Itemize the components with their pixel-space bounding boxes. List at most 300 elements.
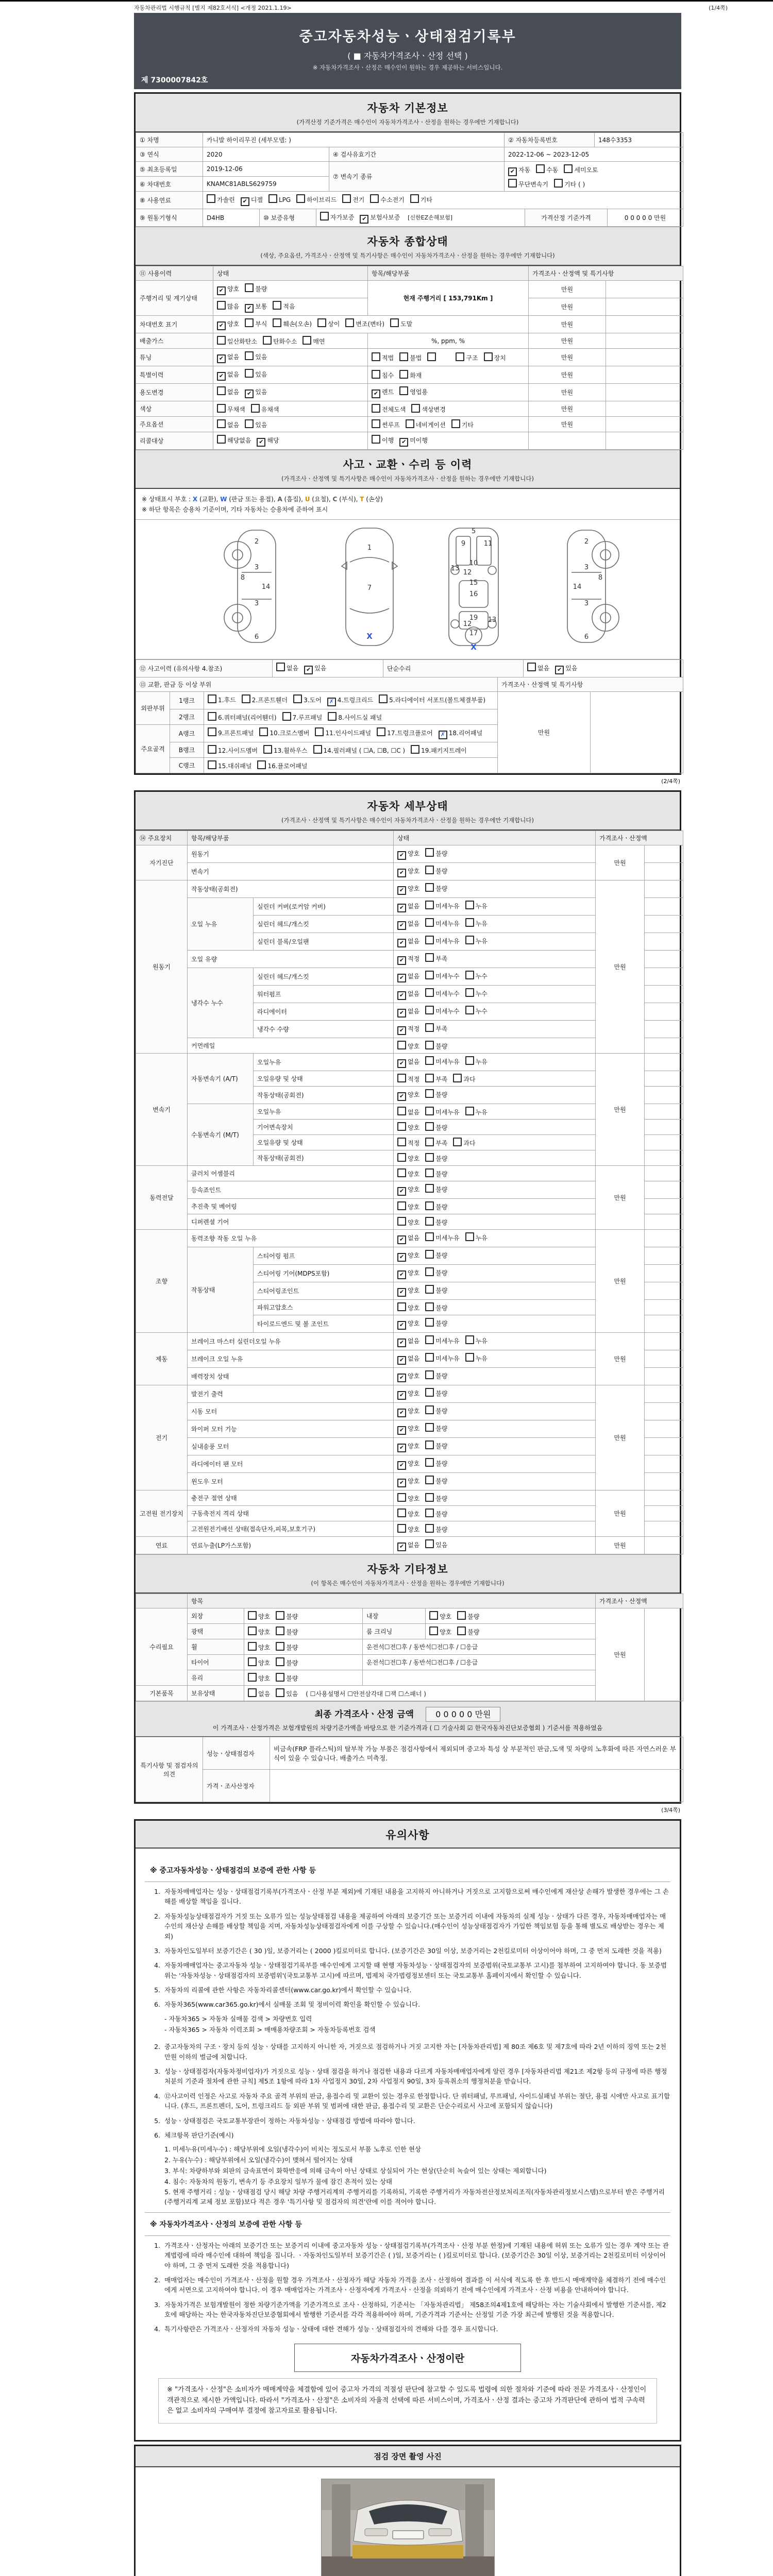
checkbox-option[interactable]: [397, 1406, 419, 1417]
checkbox-option[interactable]: [465, 936, 488, 945]
empty-checkbox[interactable]: [465, 1232, 474, 1241]
checked-checkbox[interactable]: ✔: [397, 1288, 406, 1297]
checkbox-option[interactable]: [425, 1302, 447, 1312]
checkbox-option[interactable]: [207, 194, 235, 204]
empty-checkbox[interactable]: [465, 988, 474, 997]
checkbox-option[interactable]: [242, 694, 288, 704]
empty-checkbox[interactable]: [425, 1388, 434, 1397]
empty-checkbox[interactable]: [425, 1423, 434, 1432]
checkbox-option[interactable]: [276, 1611, 298, 1621]
checkbox-option[interactable]: [425, 1370, 447, 1380]
empty-checkbox[interactable]: [320, 212, 329, 221]
empty-checkbox[interactable]: [465, 971, 474, 979]
checked-checkbox[interactable]: ✔: [397, 1409, 406, 1417]
checkbox-option[interactable]: [457, 1611, 479, 1621]
empty-checkbox[interactable]: [248, 1642, 257, 1651]
checkbox-option[interactable]: [397, 1090, 419, 1101]
checkbox-option[interactable]: [397, 1477, 419, 1487]
empty-checkbox[interactable]: [399, 370, 408, 379]
checkbox-option[interactable]: [508, 165, 530, 176]
checkbox-option[interactable]: [379, 694, 485, 704]
checkbox-option[interactable]: [555, 664, 577, 674]
empty-checkbox[interactable]: [397, 1153, 406, 1162]
empty-checkbox[interactable]: [245, 318, 254, 327]
checkbox-option[interactable]: [372, 419, 400, 429]
checkbox-option[interactable]: [397, 1024, 419, 1035]
checkbox-option[interactable]: [554, 179, 585, 189]
checked-checkbox[interactable]: ✔: [372, 389, 380, 398]
checked-checkbox[interactable]: ✔: [217, 286, 226, 295]
checked-checkbox[interactable]: ✔: [397, 1356, 406, 1365]
empty-checkbox[interactable]: [425, 1285, 434, 1294]
checked-checkbox[interactable]: ✔: [245, 304, 254, 313]
checked-checkbox[interactable]: ✔: [397, 1235, 406, 1244]
checkbox-option[interactable]: [508, 179, 548, 189]
checkbox-option[interactable]: [399, 386, 428, 396]
checkbox-option[interactable]: [377, 727, 433, 737]
checkbox-option[interactable]: [397, 1251, 419, 1262]
empty-checkbox[interactable]: [276, 1673, 284, 1682]
checkbox-option[interactable]: [425, 1056, 459, 1066]
empty-checkbox[interactable]: [397, 1524, 406, 1533]
checkbox-option[interactable]: [397, 1185, 419, 1196]
checked-checkbox[interactable]: ✔: [397, 921, 406, 930]
checkbox-option[interactable]: [248, 1626, 270, 1636]
checkbox-option[interactable]: [465, 1006, 488, 1015]
empty-checkbox[interactable]: [259, 727, 268, 736]
empty-checkbox[interactable]: [397, 1217, 406, 1226]
checkbox-option[interactable]: [397, 1459, 419, 1470]
empty-checkbox[interactable]: [425, 1201, 434, 1210]
empty-checkbox[interactable]: [425, 1353, 434, 1362]
empty-checkbox[interactable]: [425, 1107, 434, 1115]
x-marked-checkbox[interactable]: ✗: [439, 731, 447, 739]
empty-checkbox[interactable]: [465, 901, 474, 909]
empty-checkbox[interactable]: [427, 352, 436, 361]
checkbox-option[interactable]: [397, 919, 419, 930]
empty-checkbox[interactable]: [397, 1107, 406, 1115]
empty-checkbox[interactable]: [342, 194, 351, 203]
empty-checkbox[interactable]: [425, 1168, 434, 1177]
checkbox-option[interactable]: [425, 988, 459, 998]
empty-checkbox[interactable]: [465, 918, 474, 927]
checkbox-option[interactable]: [429, 1626, 451, 1636]
checked-checkbox[interactable]: ✔: [397, 1270, 406, 1279]
checkbox-option[interactable]: [245, 283, 267, 293]
checkbox-option[interactable]: [425, 1285, 447, 1295]
checkbox-option[interactable]: [268, 194, 291, 204]
empty-checkbox[interactable]: [425, 1267, 434, 1276]
checkbox-option[interactable]: [370, 194, 404, 204]
empty-checkbox[interactable]: [257, 760, 266, 769]
empty-checkbox[interactable]: [397, 1074, 406, 1082]
checkbox-option[interactable]: [245, 302, 267, 313]
checkbox-option[interactable]: [465, 1335, 488, 1345]
checked-checkbox[interactable]: ✔: [397, 1338, 406, 1347]
empty-checkbox[interactable]: [410, 194, 419, 203]
checkbox-option[interactable]: [317, 318, 340, 328]
empty-checkbox[interactable]: [425, 866, 434, 874]
checkbox-option[interactable]: [251, 404, 279, 414]
checkbox-option[interactable]: [296, 194, 337, 204]
checked-checkbox[interactable]: ✔: [257, 438, 265, 447]
checkbox-option[interactable]: [217, 336, 257, 346]
checkbox-option[interactable]: [425, 1107, 459, 1116]
empty-checkbox[interactable]: [328, 712, 337, 721]
empty-checkbox[interactable]: [208, 745, 216, 754]
checked-checkbox[interactable]: ✔: [217, 372, 226, 381]
empty-checkbox[interactable]: [273, 301, 281, 310]
checkbox-option[interactable]: [425, 1423, 447, 1433]
checkbox-option[interactable]: [456, 352, 478, 362]
checkbox-option[interactable]: [425, 1089, 447, 1099]
checkbox-option[interactable]: [564, 164, 598, 174]
empty-checkbox[interactable]: [484, 352, 493, 361]
empty-checkbox[interactable]: [372, 419, 380, 428]
checkbox-option[interactable]: [465, 1232, 488, 1242]
checked-checkbox[interactable]: ✔: [397, 1391, 406, 1400]
checkbox-option[interactable]: [425, 1335, 459, 1345]
checkbox-option[interactable]: [453, 1138, 475, 1147]
empty-checkbox[interactable]: [465, 1006, 474, 1014]
checkbox-option[interactable]: [397, 1509, 419, 1518]
checkbox-option[interactable]: [397, 937, 419, 947]
checked-checkbox[interactable]: ✔: [360, 215, 368, 224]
empty-checkbox[interactable]: [379, 694, 388, 703]
checkbox-option[interactable]: [425, 1201, 447, 1211]
checkbox-option[interactable]: [208, 745, 258, 755]
empty-checkbox[interactable]: [425, 1458, 434, 1467]
checked-checkbox[interactable]: ✔: [397, 1374, 406, 1382]
checked-checkbox[interactable]: ✔: [241, 197, 249, 206]
checkbox-option[interactable]: [425, 848, 447, 858]
empty-checkbox[interactable]: [425, 1539, 434, 1548]
empty-checkbox[interactable]: [465, 1335, 474, 1344]
empty-checkbox[interactable]: [399, 386, 408, 395]
checkbox-option[interactable]: [397, 1540, 419, 1551]
checkbox-option[interactable]: [425, 1388, 447, 1398]
checkbox-option[interactable]: [327, 696, 373, 706]
empty-checkbox[interactable]: [372, 352, 380, 361]
empty-checkbox[interactable]: [245, 419, 254, 428]
empty-checkbox[interactable]: [397, 1122, 406, 1131]
empty-checkbox[interactable]: [425, 1041, 434, 1049]
checkbox-option[interactable]: [304, 664, 326, 674]
empty-checkbox[interactable]: [406, 419, 414, 428]
empty-checkbox[interactable]: [429, 1611, 438, 1620]
empty-checkbox[interactable]: [217, 301, 226, 310]
empty-checkbox[interactable]: [276, 1642, 284, 1651]
checkbox-option[interactable]: [397, 1217, 419, 1227]
empty-checkbox[interactable]: [425, 971, 434, 979]
checkbox-option[interactable]: [425, 1074, 447, 1083]
checkbox-option[interactable]: [208, 712, 277, 722]
checkbox-option[interactable]: [425, 1217, 447, 1227]
checkbox-option[interactable]: [397, 1319, 419, 1330]
checkbox-option[interactable]: [425, 1168, 447, 1178]
checked-checkbox[interactable]: ✔: [397, 1253, 406, 1262]
checkbox-option[interactable]: [425, 971, 459, 980]
checkbox-option[interactable]: [263, 745, 307, 755]
empty-checkbox[interactable]: [397, 1138, 406, 1146]
empty-checkbox[interactable]: [208, 727, 216, 736]
checkbox-option[interactable]: [397, 902, 419, 912]
checkbox-option[interactable]: [425, 1153, 447, 1163]
empty-checkbox[interactable]: [425, 1056, 434, 1065]
checked-checkbox[interactable]: ✔: [508, 167, 517, 176]
checkbox-option[interactable]: [217, 370, 239, 381]
checkbox-option[interactable]: [536, 164, 558, 174]
checkbox-option[interactable]: [425, 1539, 447, 1549]
checkbox-option[interactable]: [208, 727, 254, 737]
checked-checkbox[interactable]: ✔: [397, 1092, 406, 1101]
empty-checkbox[interactable]: [425, 1153, 434, 1162]
empty-checkbox[interactable]: [217, 404, 226, 413]
empty-checkbox[interactable]: [425, 1370, 434, 1379]
checkbox-option[interactable]: [397, 1371, 419, 1382]
checkbox-option[interactable]: [217, 404, 245, 414]
checkbox-option[interactable]: [425, 883, 447, 893]
checkbox-option[interactable]: [248, 1688, 270, 1698]
empty-checkbox[interactable]: [453, 1138, 462, 1146]
empty-checkbox[interactable]: [564, 164, 573, 173]
checkbox-option[interactable]: [397, 1302, 419, 1312]
checkbox-option[interactable]: [313, 745, 406, 755]
checkbox-option[interactable]: [397, 1442, 419, 1452]
empty-checkbox[interactable]: [425, 1217, 434, 1226]
empty-checkbox[interactable]: [425, 1440, 434, 1449]
empty-checkbox[interactable]: [425, 1023, 434, 1032]
checkbox-option[interactable]: [263, 336, 297, 346]
checkbox-option[interactable]: [425, 1509, 447, 1518]
checkbox-option[interactable]: [399, 352, 422, 362]
empty-checkbox[interactable]: [315, 727, 324, 736]
checkbox-option[interactable]: [410, 194, 432, 204]
checkbox-option[interactable]: [397, 1424, 419, 1435]
empty-checkbox[interactable]: [429, 1626, 438, 1635]
empty-checkbox[interactable]: [245, 369, 254, 378]
empty-checkbox[interactable]: [345, 318, 354, 327]
empty-checkbox[interactable]: [451, 419, 460, 428]
checkbox-option[interactable]: [527, 663, 549, 672]
checked-checkbox[interactable]: ✔: [245, 389, 254, 398]
empty-checkbox[interactable]: [465, 1107, 474, 1115]
checkbox-option[interactable]: [397, 1122, 419, 1132]
checkbox-option[interactable]: [397, 1336, 419, 1347]
checkbox-option[interactable]: [397, 1268, 419, 1279]
checked-checkbox[interactable]: ✔: [397, 974, 406, 982]
empty-checkbox[interactable]: [276, 1611, 284, 1620]
checkbox-option[interactable]: [217, 301, 239, 311]
checkbox-option[interactable]: [484, 352, 506, 362]
checkbox-option[interactable]: [425, 1250, 447, 1260]
checkbox-option[interactable]: [257, 760, 307, 770]
empty-checkbox[interactable]: [457, 1626, 466, 1635]
checked-checkbox[interactable]: ✔: [217, 321, 226, 330]
empty-checkbox[interactable]: [397, 1168, 406, 1177]
checkbox-option[interactable]: [208, 694, 236, 704]
checkbox-option[interactable]: [276, 663, 298, 672]
empty-checkbox[interactable]: [282, 712, 291, 721]
empty-checkbox[interactable]: [508, 179, 517, 188]
x-marked-checkbox[interactable]: ✗: [327, 698, 336, 706]
empty-checkbox[interactable]: [425, 1074, 434, 1082]
checkbox-option[interactable]: [397, 1041, 419, 1050]
checkbox-option[interactable]: [217, 435, 251, 445]
checkbox-option[interactable]: [257, 436, 279, 447]
empty-checkbox[interactable]: [248, 1657, 257, 1666]
checked-checkbox[interactable]: ✔: [397, 1321, 406, 1330]
empty-checkbox[interactable]: [536, 164, 545, 173]
checkbox-option[interactable]: [276, 1626, 298, 1636]
checkbox-option[interactable]: [457, 1626, 479, 1636]
checkbox-option[interactable]: [425, 936, 459, 945]
empty-checkbox[interactable]: [242, 694, 250, 703]
checkbox-option[interactable]: [208, 760, 251, 770]
checkbox-option[interactable]: [399, 370, 422, 380]
checkbox-option[interactable]: [397, 972, 419, 982]
checkbox-option[interactable]: [397, 1201, 419, 1211]
checkbox-option[interactable]: [425, 1476, 447, 1485]
empty-checkbox[interactable]: [425, 1509, 434, 1517]
checked-checkbox[interactable]: ✔: [397, 1059, 406, 1068]
checked-checkbox[interactable]: ✔: [555, 666, 564, 674]
checkbox-option[interactable]: [276, 1688, 298, 1698]
checkbox-option[interactable]: [465, 1353, 488, 1363]
empty-checkbox[interactable]: [456, 352, 464, 361]
checkbox-option[interactable]: [465, 1107, 488, 1116]
checkbox-option[interactable]: [429, 1611, 451, 1621]
checkbox-option[interactable]: [397, 867, 419, 877]
checkbox-option[interactable]: [425, 1353, 459, 1363]
empty-checkbox[interactable]: [248, 1688, 257, 1697]
checkbox-option[interactable]: [425, 1458, 447, 1468]
checkbox-option[interactable]: [217, 319, 239, 330]
empty-checkbox[interactable]: [390, 318, 399, 327]
checked-checkbox[interactable]: ✔: [397, 886, 406, 895]
checkbox-option[interactable]: [273, 301, 295, 311]
empty-checkbox[interactable]: [245, 283, 254, 292]
empty-checkbox[interactable]: [465, 1353, 474, 1362]
empty-checkbox[interactable]: [397, 1493, 406, 1502]
empty-checkbox[interactable]: [372, 435, 380, 444]
checkbox-option[interactable]: [465, 901, 488, 910]
checkbox-option[interactable]: [397, 1168, 419, 1178]
empty-checkbox[interactable]: [313, 745, 322, 754]
checkbox-option[interactable]: [342, 194, 364, 204]
checkbox-option[interactable]: [217, 386, 239, 396]
checkbox-option[interactable]: [453, 1074, 475, 1083]
empty-checkbox[interactable]: [425, 1089, 434, 1098]
empty-checkbox[interactable]: [207, 194, 215, 203]
empty-checkbox[interactable]: [425, 1250, 434, 1259]
checkbox-option[interactable]: [303, 336, 325, 346]
checkbox-option[interactable]: [425, 1138, 447, 1147]
checked-checkbox[interactable]: ✔: [397, 1461, 406, 1470]
checkbox-option[interactable]: [293, 694, 322, 704]
empty-checkbox[interactable]: [208, 760, 216, 769]
checkbox-option[interactable]: [425, 866, 447, 875]
checkbox-option[interactable]: [399, 436, 428, 447]
checkbox-option[interactable]: [273, 318, 312, 328]
empty-checkbox[interactable]: [276, 1626, 284, 1635]
empty-checkbox[interactable]: [425, 1318, 434, 1327]
empty-checkbox[interactable]: [411, 745, 419, 754]
checked-checkbox[interactable]: ✔: [217, 354, 226, 363]
empty-checkbox[interactable]: [425, 1405, 434, 1414]
checked-checkbox[interactable]: ✔: [397, 1543, 406, 1551]
checkbox-option[interactable]: [411, 745, 467, 755]
empty-checkbox[interactable]: [248, 1611, 257, 1620]
checkbox-option[interactable]: [425, 1524, 447, 1534]
checkbox-option[interactable]: [372, 352, 394, 362]
checked-checkbox[interactable]: ✔: [399, 438, 408, 447]
checkbox-option[interactable]: [397, 1233, 419, 1244]
checkbox-option[interactable]: [425, 1122, 447, 1132]
empty-checkbox[interactable]: [208, 712, 216, 721]
checkbox-option[interactable]: [425, 1023, 447, 1033]
checkbox-option[interactable]: [397, 1389, 419, 1400]
checked-checkbox[interactable]: ✔: [397, 1479, 406, 1487]
checked-checkbox[interactable]: ✔: [397, 1187, 406, 1196]
checkbox-option[interactable]: [397, 1007, 419, 1018]
checkbox-option[interactable]: [427, 352, 450, 362]
checkbox-option[interactable]: [425, 953, 447, 963]
empty-checkbox[interactable]: [217, 336, 226, 345]
empty-checkbox[interactable]: [465, 1056, 474, 1065]
empty-checkbox[interactable]: [263, 745, 272, 754]
empty-checkbox[interactable]: [425, 936, 434, 944]
empty-checkbox[interactable]: [465, 936, 474, 944]
checkbox-option[interactable]: [397, 1524, 419, 1534]
empty-checkbox[interactable]: [276, 1657, 284, 1666]
checkbox-option[interactable]: [425, 1041, 447, 1050]
checkbox-option[interactable]: [425, 1318, 447, 1328]
checkbox-option[interactable]: [248, 1657, 270, 1667]
checkbox-option[interactable]: [425, 1006, 459, 1015]
empty-checkbox[interactable]: [425, 1006, 434, 1014]
checkbox-option[interactable]: [245, 387, 267, 398]
checkbox-option[interactable]: [245, 369, 267, 379]
checkbox-option[interactable]: [397, 1354, 419, 1365]
empty-checkbox[interactable]: [372, 370, 380, 379]
empty-checkbox[interactable]: [217, 386, 226, 395]
empty-checkbox[interactable]: [245, 351, 254, 360]
checkbox-option[interactable]: [345, 318, 384, 328]
checkbox-option[interactable]: [397, 1493, 419, 1503]
empty-checkbox[interactable]: [425, 988, 434, 997]
checked-checkbox[interactable]: ✔: [397, 1026, 406, 1035]
checkbox-option[interactable]: [276, 1657, 298, 1667]
checkbox-option[interactable]: [259, 727, 309, 737]
checkbox-option[interactable]: [315, 727, 371, 737]
empty-checkbox[interactable]: [425, 1476, 434, 1484]
checkbox-option[interactable]: [397, 884, 419, 895]
empty-checkbox[interactable]: [411, 404, 420, 413]
empty-checkbox[interactable]: [425, 1335, 434, 1344]
checkbox-option[interactable]: [411, 404, 445, 414]
empty-checkbox[interactable]: [263, 336, 272, 345]
checkbox-option[interactable]: [372, 370, 394, 380]
empty-checkbox[interactable]: [370, 194, 379, 203]
checked-checkbox[interactable]: ✔: [397, 939, 406, 947]
empty-checkbox[interactable]: [425, 1122, 434, 1131]
checkbox-option[interactable]: [425, 1184, 447, 1194]
checkbox-option[interactable]: [397, 1153, 419, 1163]
empty-checkbox[interactable]: [377, 727, 385, 736]
checked-checkbox[interactable]: ✔: [397, 1444, 406, 1452]
empty-checkbox[interactable]: [293, 694, 302, 703]
